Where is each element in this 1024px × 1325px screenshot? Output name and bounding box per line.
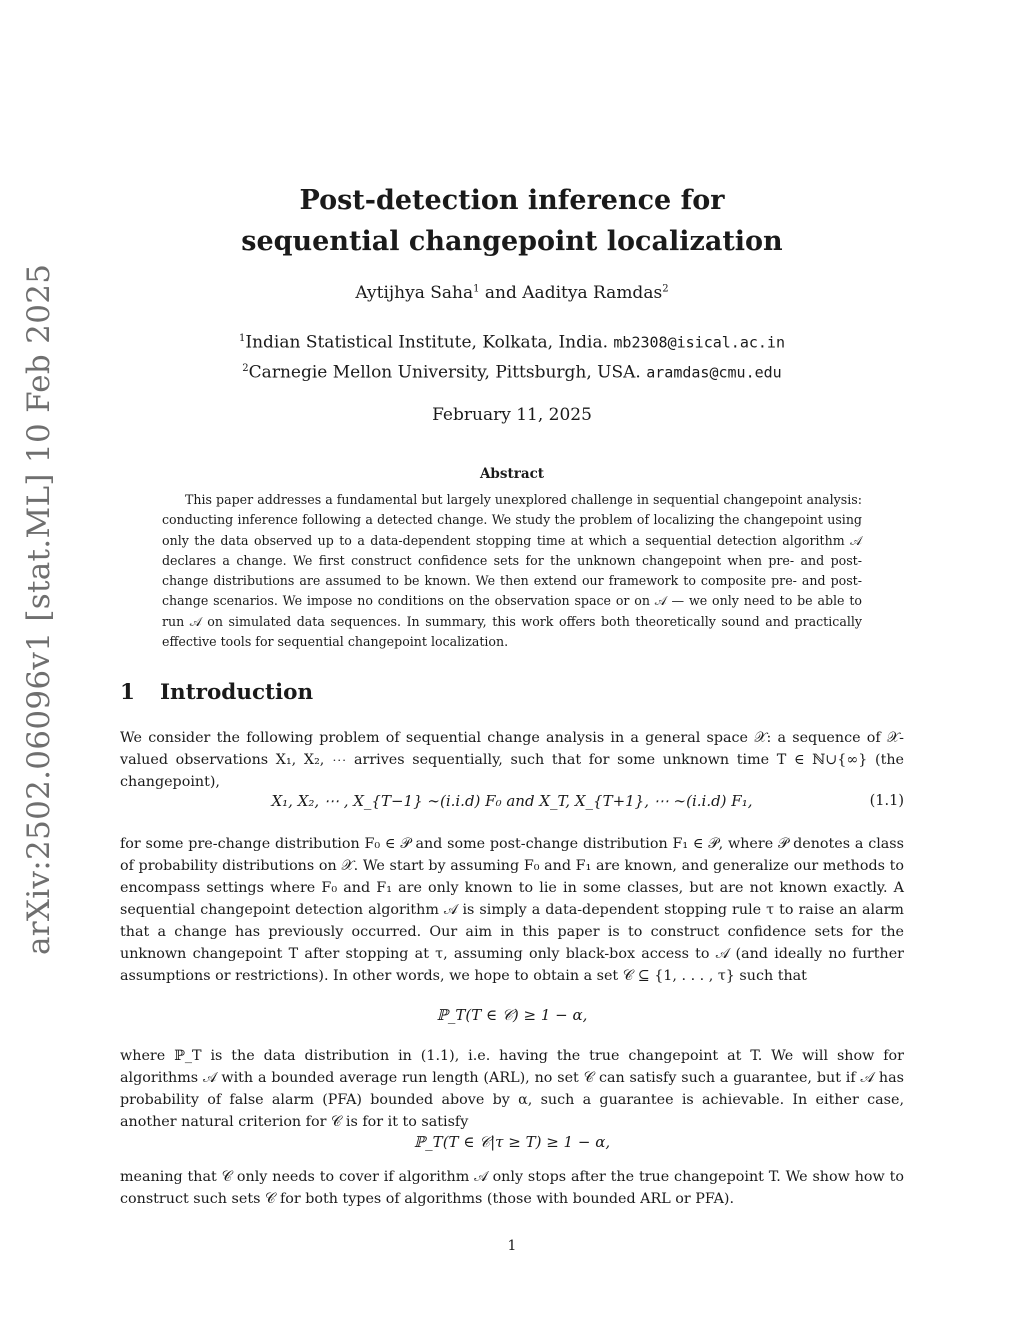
intro-paragraph-2: for some pre-change distribution F₀ ∈ 𝒫 and some post-change distribution F₁ ∈ 𝒫, where 𝒫 denotes a class of probability distributions on 𝒳. We start by assuming F₀ and F₁ are known, and generalize our methods to encompass settings where F₀ and F₁ are only known to lie in some classes, but are not known exactly. A sequential changepoint detection algorithm 𝒜 is simply a data-dependent stopping rule τ to raise an alarm that a change has previously occurred. Our aim in this paper is to construct confidence sets for the unknown changepoint T after stopping at τ, assuming only black-box access to 𝒜 (and ideally no further assumptions or restrictions). In other words, we hope to obtain a set 𝒞 ⊆ {1, . . . , τ} such that (120, 836, 904, 984)
abstract-heading: Abstract (479, 466, 545, 482)
conditional-coverage-equation: ℙ_T(T ∈ 𝒞|τ ≥ T) ≥ 1 − α, (413, 1133, 611, 1151)
equation-number: (1.1) (869, 793, 904, 809)
equation-1-1: X₁, X₂, ⋯ , X_{T−1} ∼(i.i.d) F₀ and X_T, X_{T+1}, ⋯ ∼(i.i.d) F₁, (271, 792, 753, 810)
affiliation-1-mark: 1 (238, 333, 246, 344)
affiliation-1-email[interactable]: mb2308@isical.ac.in (613, 333, 785, 352)
author-1: Aytijhya Saha (355, 283, 474, 303)
abstract-body: This paper addresses a fundamental but largely unexplored challenge in sequential changepoint analysis: conducting inference following a detected change. We study the problem of localizing the changepoint using only the data observed up to a data-dependent stopping time at which a sequential detection algorithm 𝒜 declares a change. We first construct confidence sets for the unknown changepoint when pre- and post-change distributions are assumed to be known. We then extend our framework to composite pre- and post-change scenarios. We impose no conditions on the observation space or on 𝒜 — we only need to be able to run 𝒜 on simulated data sequences. In summary, this work offers both theoretically sound and practically effective tools for sequential changepoint localization. (162, 492, 862, 650)
intro-paragraph-3: where ℙ_T is the data distribution in (1.1), i.e. having the true changepoint at T. We will show for algorithms 𝒜 with a bounded average run length (ARL), no set 𝒞 can satisfy such a guarantee, but if 𝒜 has probability of false alarm (PFA) bounded above by α, such a guarantee is achievable. In either case, another natural criterion for 𝒞 is for it to satisfy (120, 1048, 904, 1130)
authors (160, 283, 864, 303)
section-number: 1 (120, 680, 135, 705)
coverage-equation: ℙ_T(T ∈ 𝒞) ≥ 1 − α, (436, 1006, 588, 1024)
affiliation-1-text: Indian Statistical Institute, Kolkata, India. (245, 332, 608, 353)
author-1-affil-mark: 1 (473, 283, 480, 295)
page-number: 1 (507, 1238, 517, 1254)
paper-date: February 11, 2025 (432, 405, 592, 425)
intro-paragraph-1: We consider the following problem of sequential change analysis in a general space 𝒳: a sequence of 𝒳-valued observations X₁, X₂, ⋯ arrives sequentially, such that for some unknown time T ∈ ℕ∪{∞} (the changepoint), (120, 730, 904, 790)
affiliation-2-mark: 2 (242, 362, 249, 374)
author-2-affil-mark: 2 (662, 283, 669, 295)
author-conjunction: and (479, 283, 523, 303)
intro-paragraph-4: meaning that 𝒞 only needs to cover if algorithm 𝒜 only stops after the true changepoint T. We show how to construct such sets 𝒞 for both types of algorithms (those with bounded ARL or PFA). (120, 1169, 904, 1207)
affiliations (160, 326, 864, 385)
paper-title (160, 180, 864, 262)
author-2: Aaditya Ramdas (522, 283, 663, 303)
affiliation-2 (160, 356, 864, 386)
title-line-1: Post-detection inference for (299, 185, 725, 216)
section-heading (120, 680, 313, 705)
title-line-2: sequential changepoint localization (241, 226, 783, 257)
affiliation-2-email[interactable]: aramdas@cmu.edu (646, 363, 782, 382)
section-title: Introduction (160, 680, 314, 705)
affiliation-2-text: Carnegie Mellon University, Pittsburgh, USA. (248, 362, 641, 383)
affiliation-1 (160, 326, 864, 356)
arxiv-identifier: arXiv:2502.06096v1 [stat.ML] 10 Feb 2025 (21, 263, 57, 955)
